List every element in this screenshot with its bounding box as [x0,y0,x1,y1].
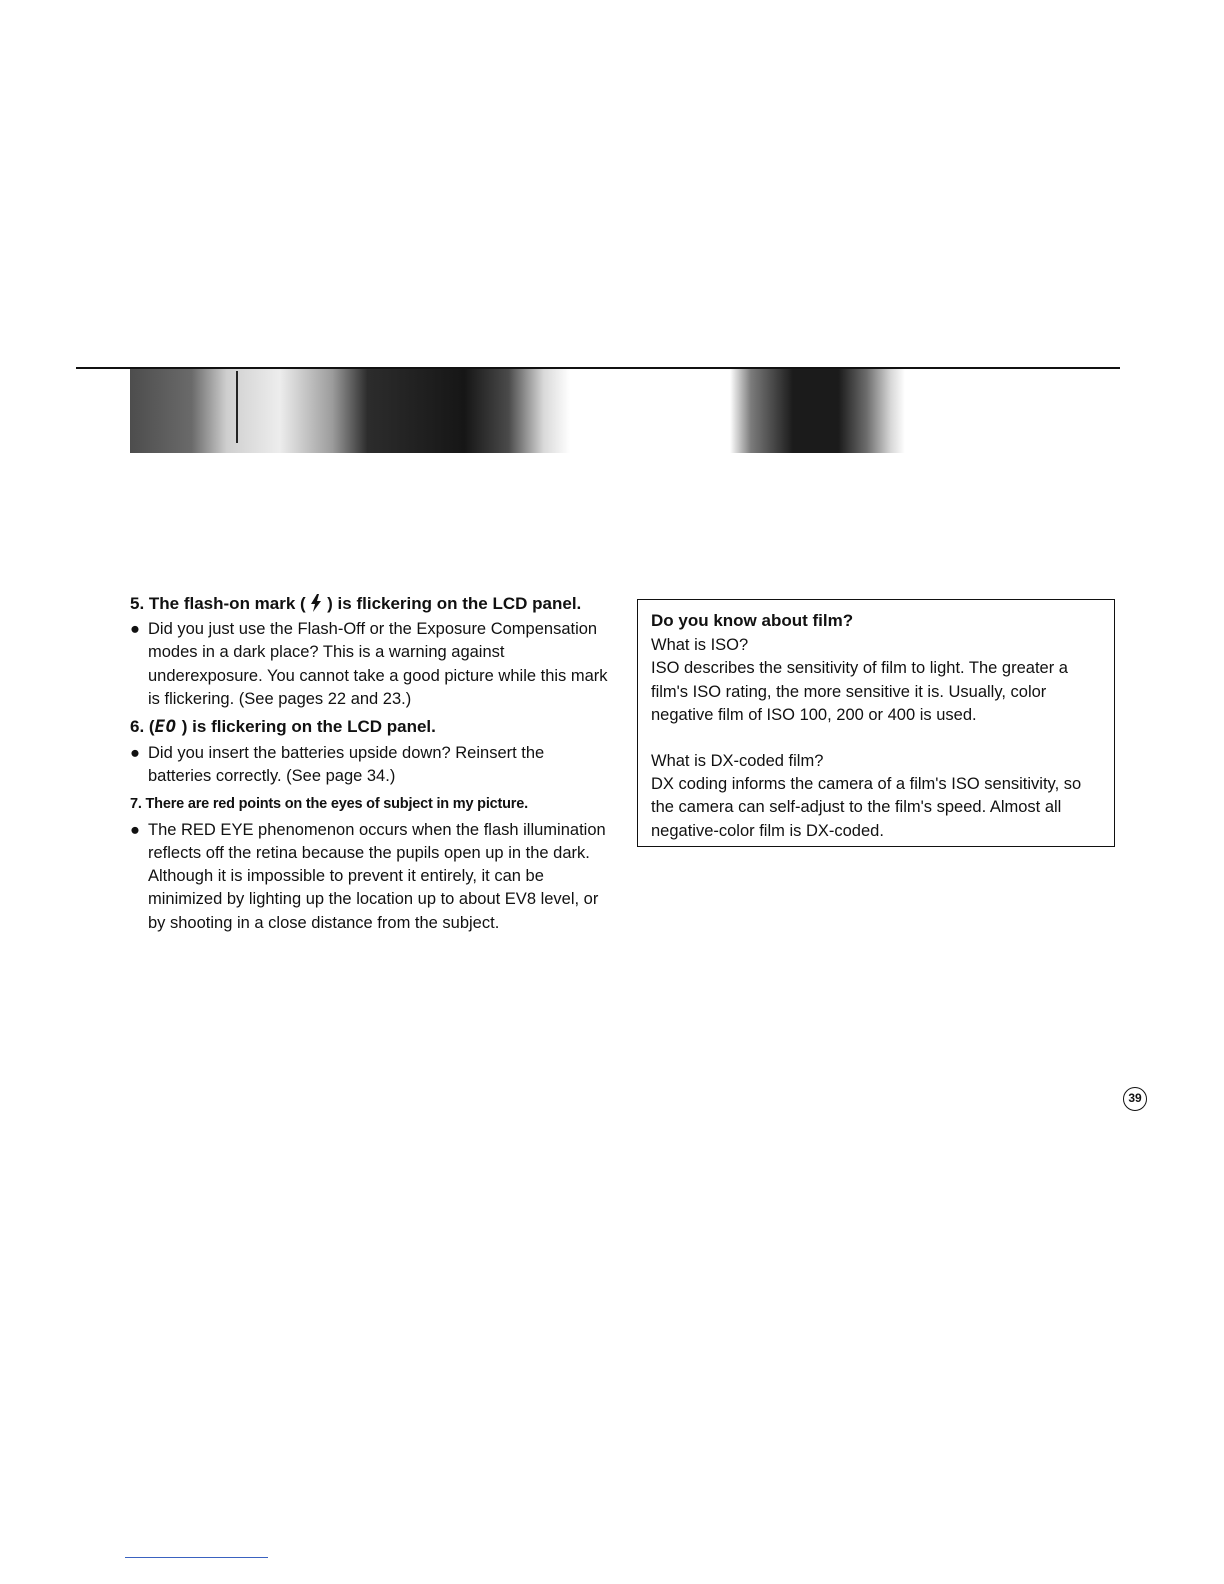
iso-answer: ISO describes the sensitivity of film to light. The greater a film's ISO rating, the more sensitive it is. Usually, color negative film of ISO 100, 200 or 400 is used. [651,659,1068,724]
item5-bullet: ● Did you just use the Flash-Off or the Exposure Compensation modes in a dark place? This is a warning against underexposure. You cannot take a good picture while this mark is flickering. (See pages 22 and 23.) [130,620,608,708]
header-banner-left [130,369,570,453]
item7-bullet: ● The RED EYE phenomenon occurs when the flash illumination reflects off the retina because the pupils open up in the dark. Although it is impossible to prevent it entirely, it can be minimized by lighting up the location up to about EV8 level, or by shooting in a close distance from the subject. [130,820,606,932]
film-box-title: Do you know about film? [651,611,854,630]
iso-question: What is ISO? [651,636,749,655]
flash-bolt-icon [310,594,322,612]
dx-answer: DX coding informs the camera of a film's ISO sensitivity, so the camera can self-adjust to the film's speed. Almost all negative-color film is DX-coded. [651,775,1082,840]
spacer [651,727,1102,750]
page-number: 39 [1123,1087,1147,1111]
item5-heading: 5. The flash-on mark ( ) is flickering on the LCD panel. [130,594,582,613]
bullet-icon: ● [130,620,140,639]
header-banner-right [730,369,905,453]
film-info-box [637,599,1115,847]
bullet-icon: ● [130,820,140,839]
footer-rule [125,1557,268,1558]
dx-question: What is DX-coded film? [651,752,824,771]
bullet-icon: ● [130,744,140,763]
troubleshooting-column [130,592,608,939]
lcd-code: EO [154,717,178,738]
item6-bullet: ● Did you insert the batteries upside down? Reinsert the batteries correctly. (See page 34.) [130,744,545,786]
item6-heading: 6. (EO ) is flickering on the LCD panel. [130,717,436,738]
item7-heading: 7. There are red points on the eyes of subject in my picture. [130,795,528,812]
